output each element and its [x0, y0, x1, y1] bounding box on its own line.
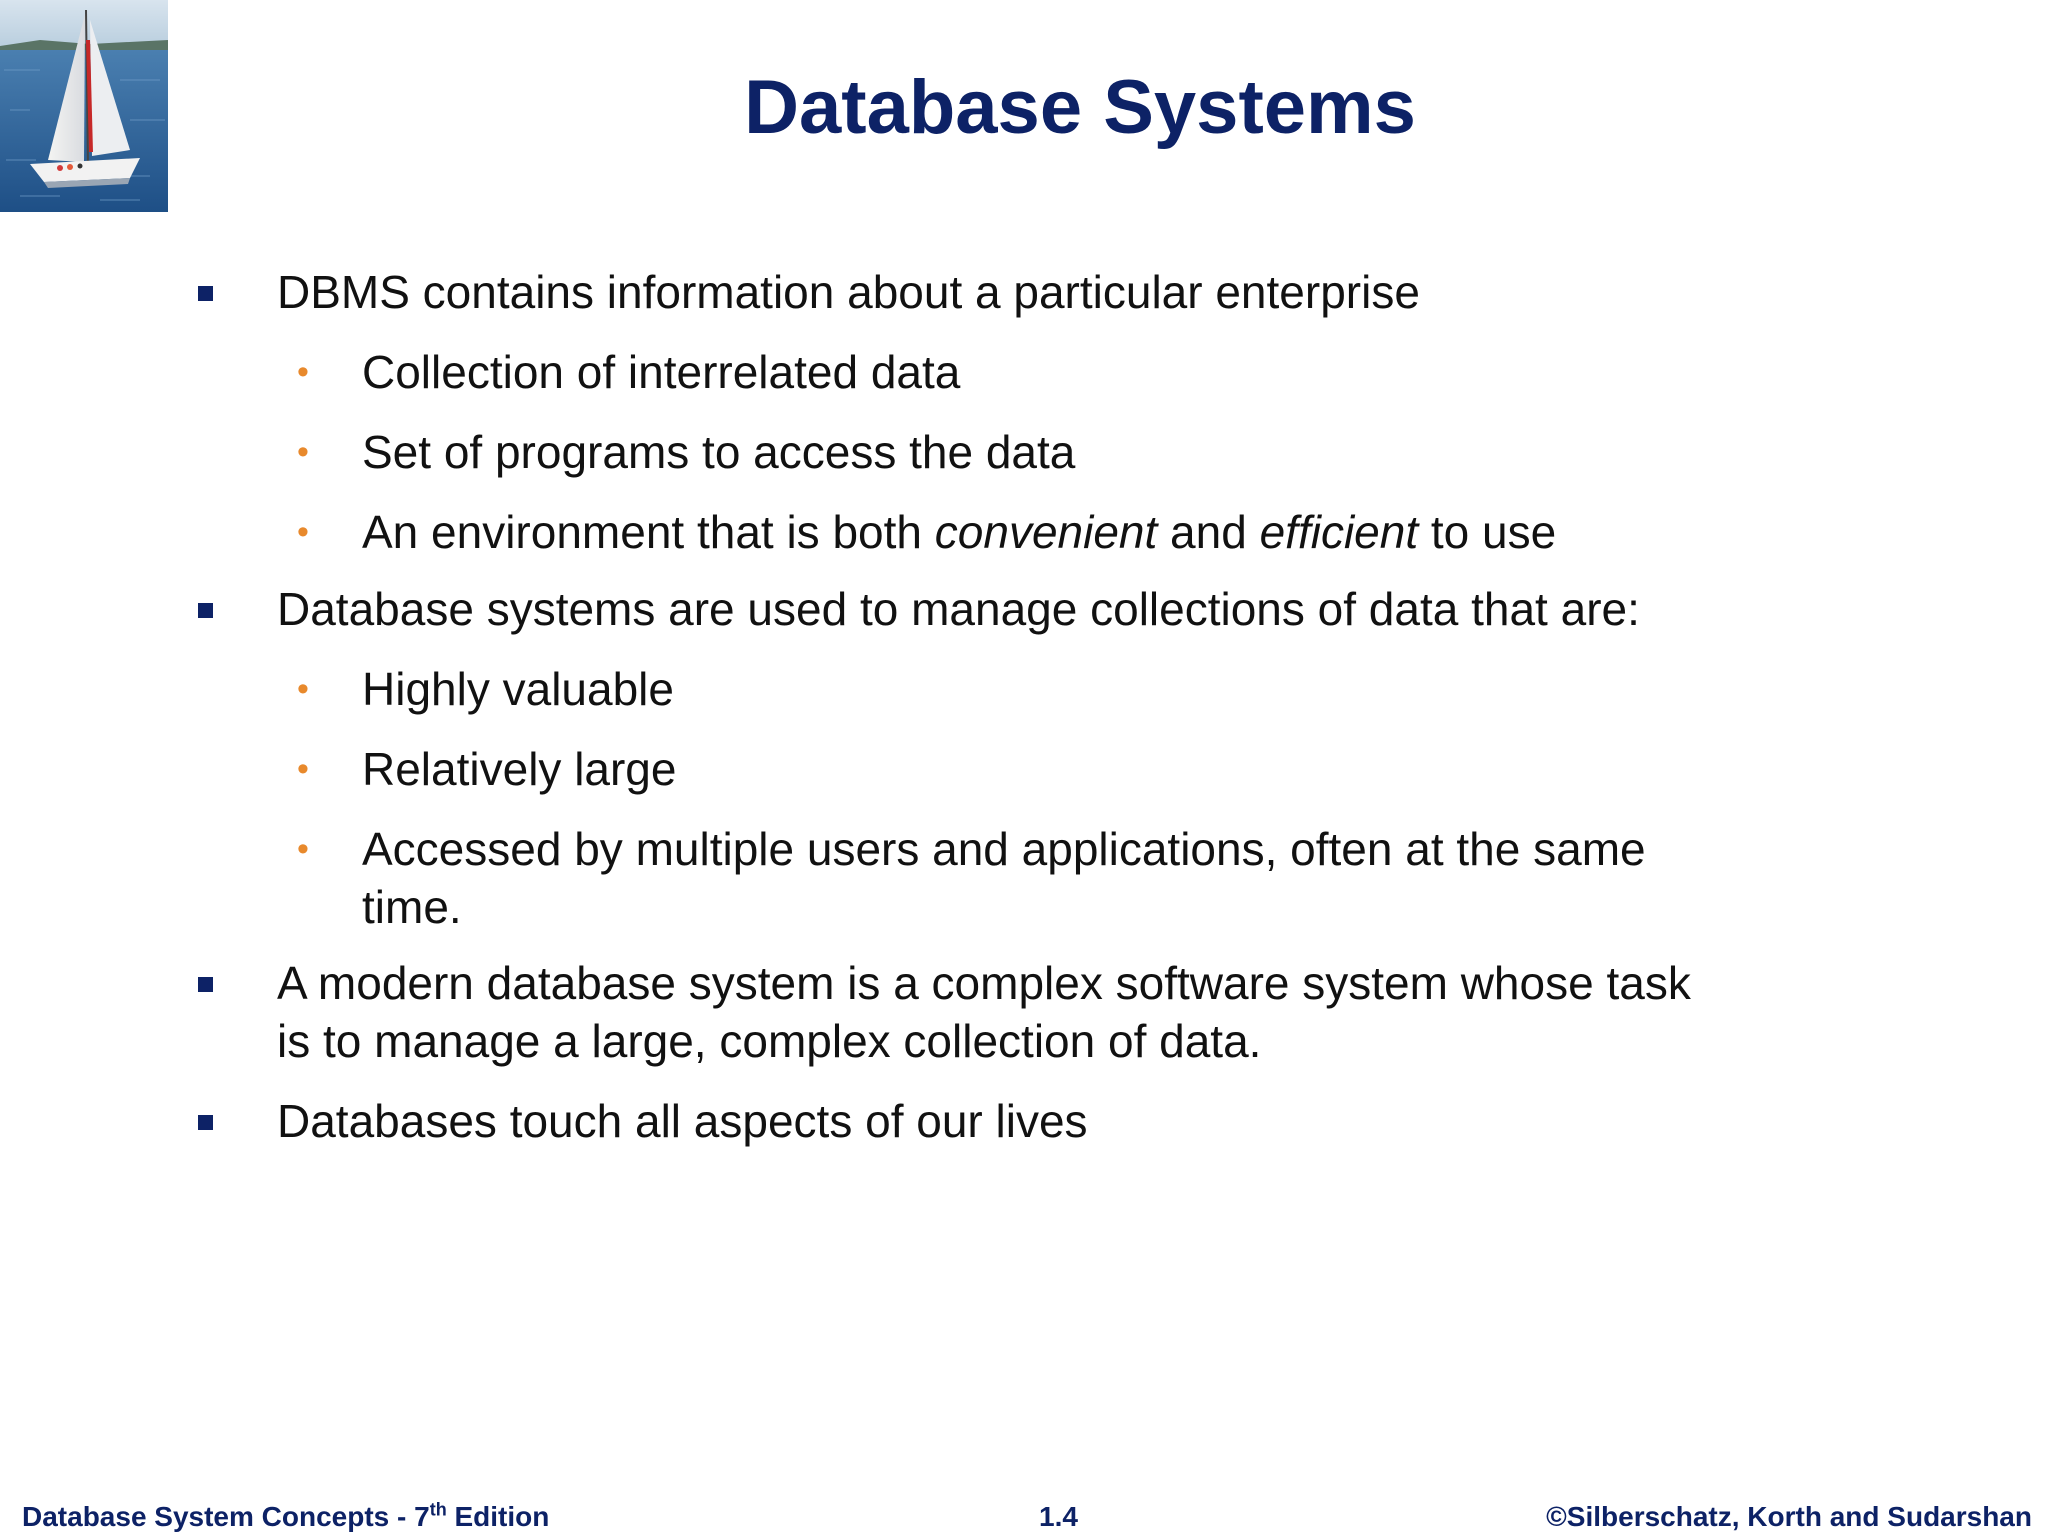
footer-book-title-text: Database System Concepts - 7: [22, 1501, 430, 1532]
bullet-item: Databases touch all aspects of our lives: [277, 1095, 1088, 1147]
sub-bullet-text: to use: [1418, 506, 1557, 558]
emphasis-convenient: convenient: [934, 506, 1158, 558]
footer-edition-text: Edition: [446, 1501, 550, 1532]
bullet-item: DBMS contains information about a particular enterprise: [277, 266, 1420, 318]
footer-page-number: 1.4: [1039, 1501, 1078, 1532]
round-bullet-icon: •: [297, 750, 309, 788]
sub-bullet-item: [362, 820, 1782, 936]
sub-bullet-line: time.: [362, 881, 462, 933]
square-bullet-icon: [198, 286, 213, 301]
sailboat-image: [0, 0, 168, 212]
square-bullet-icon: [198, 603, 213, 618]
sub-bullet-text: An environment that is both: [362, 506, 935, 558]
sub-bullet-item: [362, 503, 1782, 561]
slide-title: Database Systems: [744, 65, 1416, 150]
bullet-line: is to manage a large, complex collection of data.: [277, 1015, 1262, 1067]
bullet-line: A modern database system is a complex software system whose task: [277, 957, 1691, 1009]
bullet-item: [277, 954, 1837, 1070]
footer-book-title: [22, 1500, 549, 1534]
sub-bullet-item: Collection of interrelated data: [362, 346, 961, 398]
round-bullet-icon: •: [297, 513, 309, 551]
sub-bullet-line: Accessed by multiple users and applications, often at the same: [362, 823, 1646, 875]
sub-bullet-item: Relatively large: [362, 743, 677, 795]
bullet-item: Database systems are used to manage collections of data that are:: [277, 583, 1640, 635]
sub-bullet-item: Set of programs to access the data: [362, 426, 1076, 478]
square-bullet-icon: [198, 1115, 213, 1130]
round-bullet-icon: •: [297, 830, 309, 868]
square-bullet-icon: [198, 977, 213, 992]
footer-copyright: ©Silberschatz, Korth and Sudarshan: [1546, 1501, 2032, 1532]
sub-bullet-text: and: [1157, 506, 1260, 558]
footer-superscript: th: [429, 1499, 447, 1520]
round-bullet-icon: •: [297, 433, 309, 471]
sub-bullet-item: Highly valuable: [362, 663, 674, 715]
sailboat-logo: [0, 0, 168, 212]
round-bullet-icon: •: [297, 353, 309, 391]
round-bullet-icon: •: [297, 670, 309, 708]
emphasis-efficient: efficient: [1259, 506, 1419, 558]
